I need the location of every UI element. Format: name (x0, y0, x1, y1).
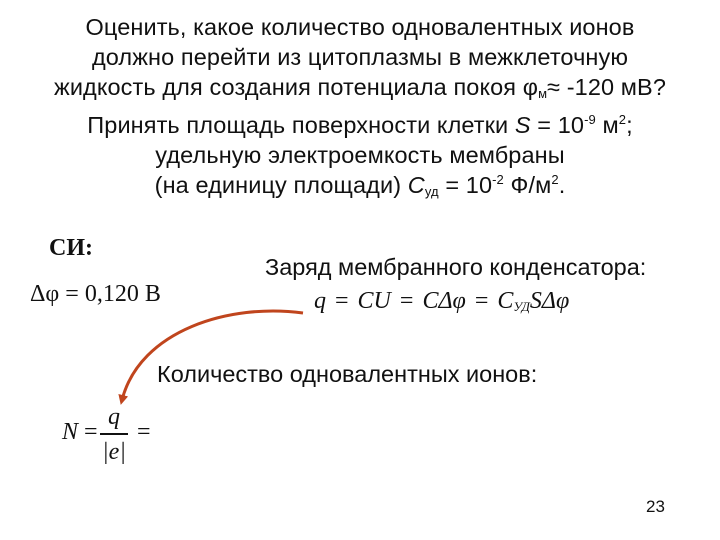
problem-line-3 (0, 72, 720, 102)
capacity-subscript: уд (424, 184, 439, 199)
punctuation: . (558, 172, 566, 198)
area-unit: м (595, 112, 619, 138)
problem-text: (на единицу площади) (154, 172, 408, 198)
si-heading: СИ: (49, 235, 93, 261)
problem-text: должно перейти из цитоплазмы в межклеточную (91, 44, 629, 70)
punctuation: ; (626, 112, 633, 138)
resting-potential-value: ≈ -120 мВ? (547, 74, 666, 100)
problem-line-5 (0, 140, 720, 170)
phi-symbol: φ (522, 74, 539, 100)
phi-subscript: м (538, 86, 548, 101)
fraction-denominator: |e| (102, 438, 126, 465)
area-unit-exponent: 2 (618, 112, 627, 127)
problem-line-4 (0, 110, 720, 140)
problem-line-6 (0, 170, 720, 200)
capacity-exponent: -2 (492, 172, 504, 187)
si-potential-value: Δφ = 0,120 В (30, 281, 161, 307)
ions-title: Количество одновалентных ионов: (157, 361, 538, 387)
capacity-unit-exponent: 2 (551, 172, 559, 187)
charge-c-dphi: CΔφ (422, 288, 466, 314)
capacity-unit: Ф/м (503, 172, 552, 198)
problem-text: Оценить, какое количество одновалентных ионов (85, 14, 635, 40)
problem-statement (0, 12, 720, 200)
equals-sign: = (399, 288, 414, 314)
problem-line-2 (0, 42, 720, 72)
equals-sign: = (335, 288, 349, 314)
charge-c-subscript: УД (513, 299, 530, 314)
charge-cu: CU (357, 288, 391, 314)
equals-sign: = (137, 419, 151, 445)
fraction-numerator: q (108, 404, 120, 430)
ions-n: N (62, 419, 79, 445)
charge-s-dphi: SΔφ (529, 288, 570, 314)
problem-text: Принять площадь поверхности клетки (87, 112, 515, 138)
problem-text: удельную электроемкость мембраны (155, 142, 565, 168)
page-number: 23 (646, 497, 665, 516)
charge-q: q (314, 288, 326, 314)
fraction-bar (100, 433, 128, 435)
area-value: = 10 (530, 112, 585, 138)
ions-formula (62, 404, 182, 476)
equals-sign: = (84, 419, 98, 445)
charge-formula (314, 288, 569, 315)
capacity-symbol: C (407, 172, 425, 198)
problem-line-1 (0, 12, 720, 42)
capacity-value: = 10 (438, 172, 493, 198)
charge-c: C (497, 288, 514, 314)
area-symbol: S (514, 112, 531, 138)
problem-text: жидкость для создания потенциала покоя (54, 74, 523, 100)
fraction (100, 404, 128, 465)
charge-title: Заряд мембранного конденсатора: (265, 254, 647, 280)
equals-sign: = (474, 288, 489, 314)
area-exponent: -9 (584, 112, 596, 127)
